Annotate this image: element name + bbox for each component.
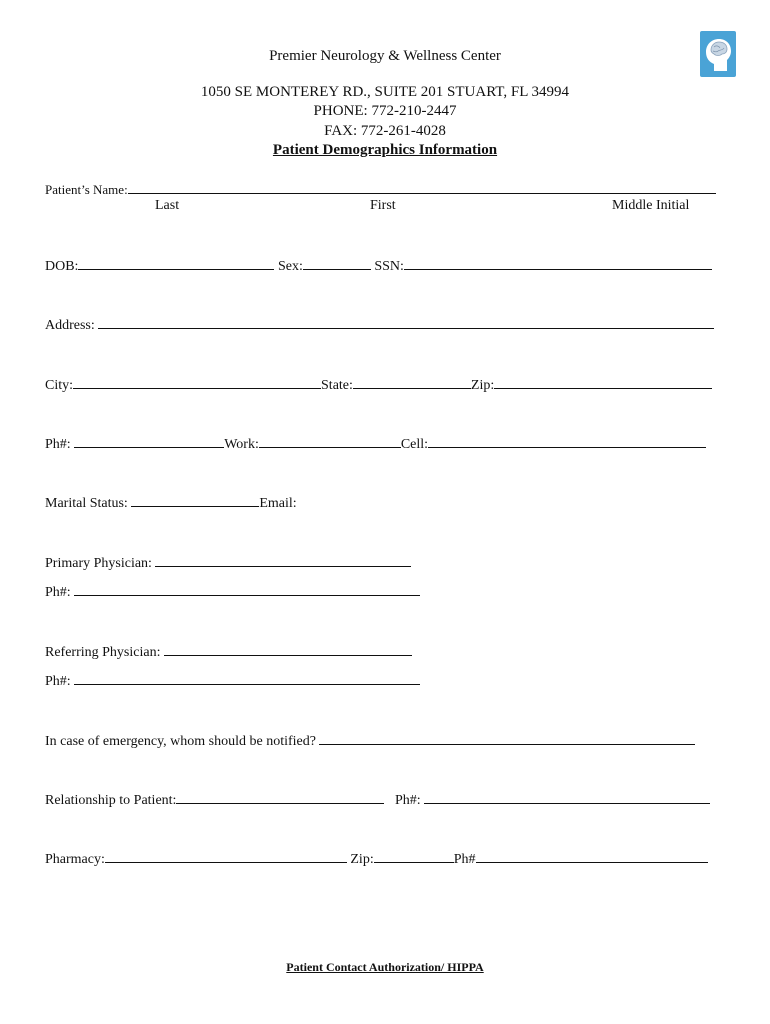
last-name-caption: Last [155, 198, 180, 213]
cell-phone-label: Cell: [400, 437, 429, 452]
pharmacy-zip-label: Zip: [350, 852, 374, 867]
ssn-label: SSN: [374, 259, 404, 274]
clinic-name: Premier Neurology & Wellness Center [269, 48, 501, 64]
zip-label: Zip: [470, 378, 495, 393]
first-name-caption: First [370, 198, 396, 213]
marital-status-field[interactable] [131, 494, 259, 507]
relationship-phone-field[interactable] [424, 791, 710, 804]
hipaa-section-title: Patient Contact Authorization/ HIPPA [286, 960, 484, 974]
form-title: Patient Demographics Information [272, 142, 498, 158]
primary-physician-field[interactable] [155, 554, 411, 567]
referring-physician-label: Referring Physician: [45, 645, 161, 660]
phone-field[interactable] [74, 435, 224, 448]
referring-physician-phone-label: Ph#: [45, 674, 71, 689]
city-field[interactable] [73, 376, 321, 389]
zip-field[interactable] [494, 376, 712, 389]
cell-phone-field[interactable] [428, 435, 706, 448]
email-label: Email: [259, 496, 297, 511]
primary-physician-phone-field[interactable] [74, 583, 420, 596]
pharmacy-zip-field[interactable] [374, 850, 454, 863]
middle-initial-caption: Middle Initial [612, 198, 690, 213]
work-phone-field[interactable] [259, 435, 401, 448]
patient-name-label: Patient’s Name: [45, 182, 128, 197]
pharmacy-phone-label: Ph# [453, 852, 476, 867]
clinic-fax: FAX: 772-261-4028 [324, 123, 446, 139]
pharmacy-field[interactable] [105, 850, 347, 863]
ssn-field[interactable] [404, 257, 712, 270]
relationship-phone-label: Ph#: [394, 793, 421, 808]
pharmacy-label: Pharmacy: [45, 852, 105, 867]
emergency-contact-field[interactable] [319, 732, 695, 745]
clinic-phone: PHONE: 772-210-2447 [313, 103, 457, 119]
dob-field[interactable] [78, 257, 274, 270]
primary-physician-phone-label: Ph#: [45, 585, 71, 600]
work-phone-label: Work: [224, 437, 259, 452]
emergency-contact-label: In case of emergency, whom should be notified? [45, 734, 316, 749]
city-label: City: [45, 378, 74, 393]
clinic-address: 1050 SE MONTEREY RD., SUITE 201 STUART, FL 34994 [200, 84, 570, 100]
referring-physician-field[interactable] [164, 643, 412, 656]
address-field[interactable] [98, 316, 714, 329]
primary-physician-label: Primary Physician: [45, 556, 152, 571]
referring-physician-phone-field[interactable] [74, 672, 420, 685]
patient-name-field[interactable] [128, 181, 716, 194]
pharmacy-phone-field[interactable] [476, 850, 708, 863]
state-label: State: [321, 378, 353, 393]
dob-label: DOB: [45, 259, 79, 274]
sex-label: Sex: [277, 259, 303, 274]
relationship-field[interactable] [176, 791, 384, 804]
sex-field[interactable] [303, 257, 371, 270]
relationship-label: Relationship to Patient: [45, 793, 177, 808]
state-field[interactable] [353, 376, 471, 389]
phone-label: Ph#: [45, 437, 71, 452]
address-label: Address: [45, 318, 95, 333]
marital-status-label: Marital Status: [45, 496, 128, 511]
